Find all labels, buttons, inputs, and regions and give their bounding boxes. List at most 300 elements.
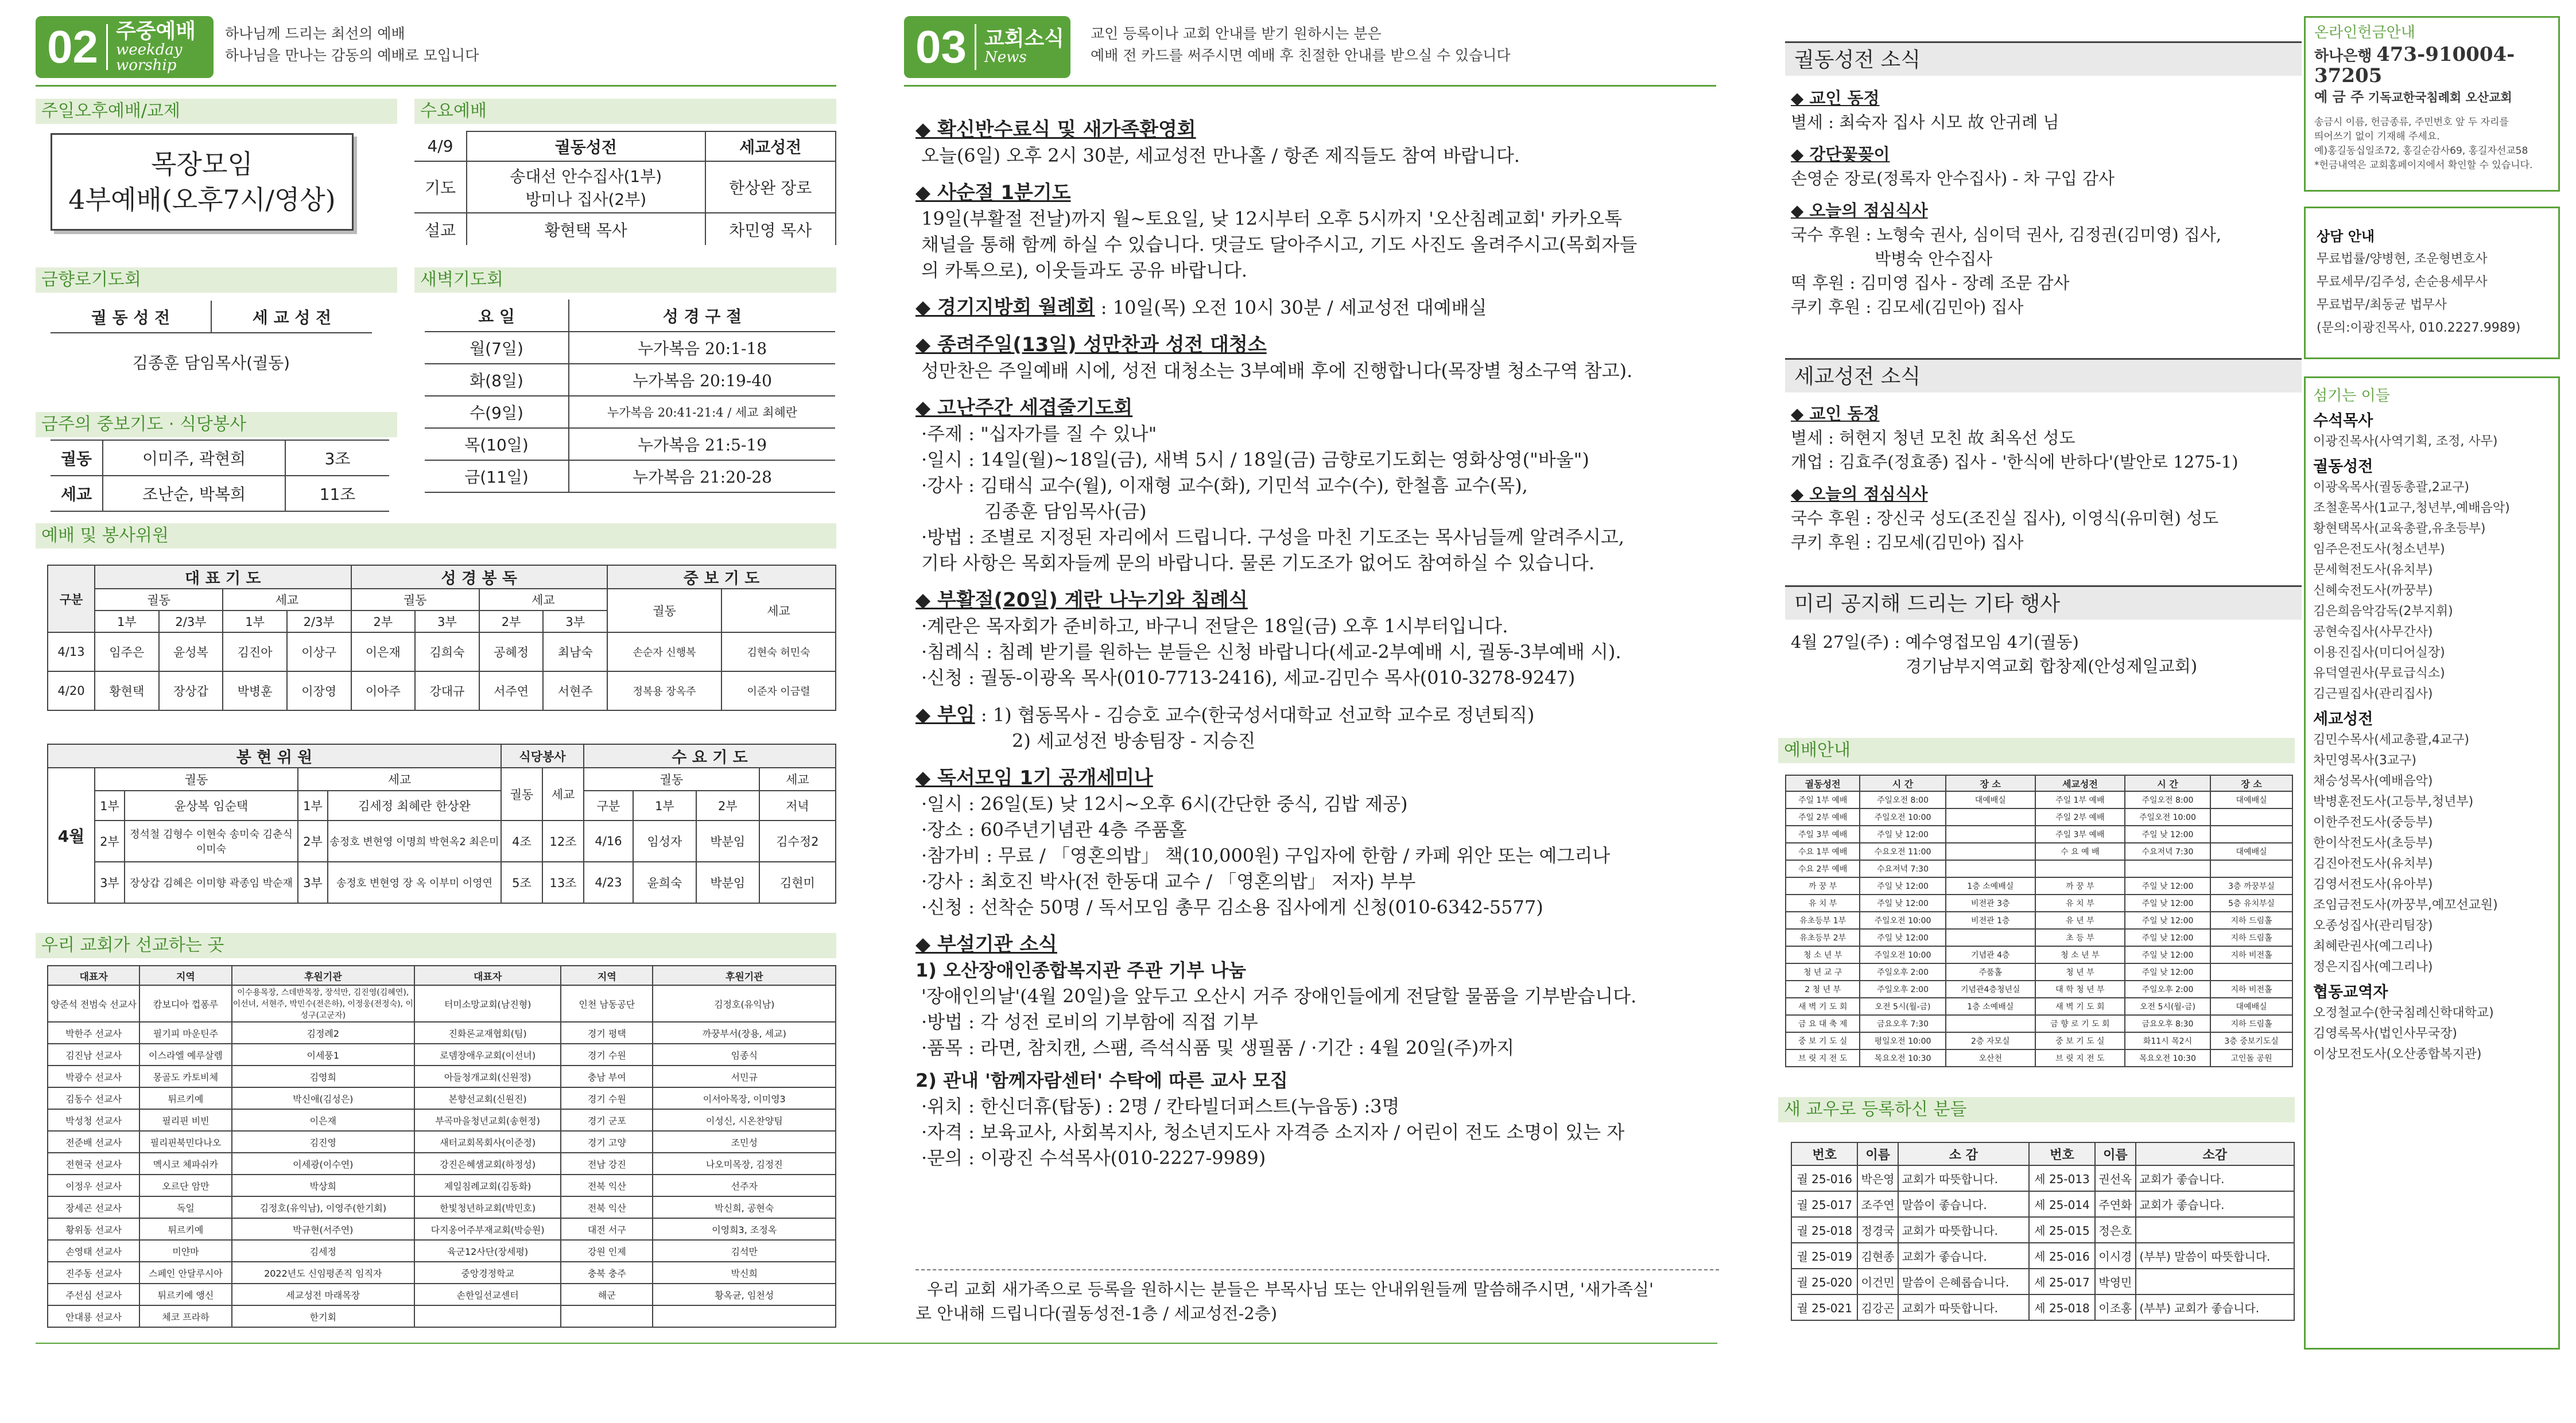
serve-head-b2: 2부 <box>479 611 544 632</box>
table-row <box>48 632 836 671</box>
serve-head-b3: 3부 <box>543 611 607 632</box>
table-row <box>48 1066 836 1087</box>
bottom-divider <box>36 1343 1717 1344</box>
worship-cell: 주일 3부 예배 <box>2035 826 2125 843</box>
news-body: ·방법 : 조별로 지정된 자리에서 드립니다. 구성을 마친 기도조는 목사님들께 알려주시고, <box>921 526 1624 548</box>
worship-head: 세교성전 <box>2035 775 2125 791</box>
new-member-cell: 궐 25-017 <box>1791 1191 1857 1217</box>
donation-note: 띄어쓰기 없이 기재해 주세요. <box>2314 131 2440 142</box>
news-body: 손영순 장로(정록자 안수집사) - 차 구입 감사 <box>1791 169 2115 188</box>
dawn-day: 목(10일) <box>425 428 569 460</box>
news-heading: ◆ 부활절(20일) 계란 나누기와 침례식 <box>915 589 1248 612</box>
news-body: ·일시 : 14일(월)~18일(금), 새벽 5시 / 18일(금) 금향로기도회는 영화상영("바울") <box>921 449 1589 471</box>
news-body: 별세 : 허현지 청년 모친 故 최옥선 성도 <box>1791 428 2075 448</box>
worship-cell: 새 벽 기 도 회 <box>2035 998 2125 1015</box>
serve-name: 이아주 <box>351 671 416 710</box>
news-subheading: 1) 오산장애인종합복지관 주관 기부 나눔 <box>915 959 1247 981</box>
worship-cell: 금 요 대 축 제 <box>1786 1015 1860 1032</box>
new-member-cell: 교회가 좋습니다. <box>2136 1165 2294 1191</box>
vol-head-kit-gd: 궐동 <box>501 768 542 821</box>
table-row <box>1786 860 2292 877</box>
worship-cell: 대 학 청 년 부 <box>2035 981 2125 998</box>
worship-cell: 수 요 예 배 <box>2035 843 2125 860</box>
table-row <box>48 1087 836 1109</box>
missions-head: 후원기관 <box>232 966 414 985</box>
worship-cell: 유 년 부 <box>2035 912 2125 929</box>
news-body: 성만찬은 주일예배 시에, 성전 대청소는 3부예배 후에 진행합니다(목장별 청소구역 참고). <box>921 360 1633 382</box>
section-02-header <box>36 16 214 78</box>
gwoldong-news <box>1791 86 2296 319</box>
table-header <box>1791 1142 2294 1165</box>
staff-item: 오종성집사(관리팀장) <box>2313 919 2433 933</box>
missions-cell: 박신희, 공현숙 <box>653 1196 836 1218</box>
fri-col-1: 궐 동 성 전 <box>51 301 211 333</box>
worship-cell: 중 보 기 도 실 <box>2035 1032 2125 1049</box>
worship-head: 장 소 <box>2210 775 2292 791</box>
missions-table <box>47 965 836 1328</box>
new-member-cell: 박은영 <box>1857 1165 1898 1191</box>
wed-prayer-1: 송대선 안수집사(1부) <box>510 167 662 186</box>
new-members-head: 번호 <box>1791 1142 1857 1165</box>
table-row <box>1791 1294 2294 1320</box>
worship-cell: 유초등부 1부 <box>1786 912 1860 929</box>
table-row <box>48 671 836 710</box>
news-subheading: 2) 관내 '함께자람센터' 수탁에 따른 교사 모집 <box>915 1070 1288 1091</box>
serve-name: 이준자 이금렬 <box>721 671 836 710</box>
donation-note: *헌금내역은 교회홈페이지에서 확인할 수 있습니다. <box>2314 160 2533 171</box>
worship-cell: 대예배실 <box>1946 791 2035 808</box>
staff-item: 박병훈전도사(고등부,청년부) <box>2313 795 2474 809</box>
worship-cell: 수요저녁 7:30 <box>1860 860 1945 877</box>
worship-cell: 주일 낮 12:00 <box>1860 929 1945 946</box>
counsel-item: 무료세무/김주성, 손순용세무사 <box>2317 275 2488 289</box>
missions-cell: 해군 <box>561 1284 653 1305</box>
new-member-cell: 궐 25-020 <box>1791 1269 1857 1294</box>
vol-kit-sg: 12조 <box>542 821 584 862</box>
missions-cell: 부곡마을청년교회(송현정) <box>414 1109 561 1131</box>
worship-cell: 평일오전 10:00 <box>1860 1032 1945 1049</box>
vol-names: 윤상복 임순택 <box>125 791 298 821</box>
table-row <box>1786 998 2292 1015</box>
missions-cell: 임종식 <box>653 1044 836 1066</box>
worship-cell: 고인돌 공원 <box>2210 1049 2292 1067</box>
dawn-day: 화(8일) <box>425 364 569 396</box>
missions-cell: 김정호(유익남) <box>653 985 836 1022</box>
missions-cell: 필리핀 비빈 <box>139 1109 231 1131</box>
missions-cell: 이정우 선교사 <box>48 1175 139 1196</box>
worship-cell: 주일 낮 12:00 <box>2125 912 2210 929</box>
missions-cell: 김정호(유익남), 이영주(한기회) <box>232 1196 414 1218</box>
wed-prayer-2: 방미나 집사(2부) <box>525 190 647 209</box>
staff-item: 김영록목사(법인사무국장) <box>2313 1027 2457 1041</box>
missions-cell: 김세정 <box>232 1240 414 1262</box>
missions-cell: 본향선교회(신원진) <box>414 1087 561 1109</box>
worship-cell: 비전관 1층 <box>1946 912 2035 929</box>
donation-bank: 하나은행 <box>2314 48 2372 65</box>
news-body: ·강사 : 김태식 교수(월), 이재형 교수(화), 기민석 교수(수), 한철흠 교수(목), <box>921 475 1528 496</box>
worship-head: 시 간 <box>1860 775 1945 791</box>
vol-part: 3부 <box>95 862 125 903</box>
vol-part: 1부 <box>298 791 328 821</box>
section-number: 02 <box>36 24 108 70</box>
serve-head-b1: 1부 <box>95 611 159 632</box>
donation-note: 예)홍길동십일조72, 홍길순감사69, 홍길자선교58 <box>2314 145 2528 157</box>
missions-cell: 까꿍부서(장용, 세교) <box>653 1022 836 1044</box>
missions-cell: 박한주 선교사 <box>48 1022 139 1044</box>
worship-cell: 대예배실 <box>2210 843 2292 860</box>
donation-owner-label: 예 금 주 <box>2314 89 2364 105</box>
serve-head-b23: 2/3부 <box>159 611 223 632</box>
worship-cell: 주일 낮 12:00 <box>2125 946 2210 963</box>
missions-cell: 서민규 <box>653 1066 836 1087</box>
staff-item: 김민수목사(세교총괄,4교구) <box>2313 733 2469 747</box>
table-row <box>48 1284 836 1305</box>
sunday-worship-header: 주일오후예배/교제 <box>36 99 397 124</box>
missions-cell: 황옥균, 임천성 <box>653 1284 836 1305</box>
new-member-cell: 교회가 따뜻합니다. <box>1898 1165 2029 1191</box>
worship-cell: 주일 낮 12:00 <box>2125 826 2210 843</box>
worship-cell: 지하 비전홀 <box>2210 981 2292 998</box>
sekyo-news-header: 세교성전 소식 <box>1785 358 2302 392</box>
new-member-cell: 조주연 <box>1857 1191 1898 1217</box>
missions-cell: 체코 프라하 <box>139 1305 231 1327</box>
worship-cell: 기념관 4층 <box>1946 946 2035 963</box>
table-row <box>48 1044 836 1066</box>
news-body: ·품목 : 라면, 참치캔, 스팸, 즉석식품 및 생필품 / ·기간 : 4월 20일(주)까지 <box>921 1037 1515 1059</box>
missions-cell: 박광수 선교사 <box>48 1066 139 1087</box>
table-row <box>48 1305 836 1327</box>
new-member-cell: 김현종 <box>1857 1243 1898 1269</box>
news-body: 오늘(6일) 오후 2시 30분, 세교성전 만나홀 / 항존 제직들도 참여 바랍니다. <box>921 145 1520 166</box>
dawn-verse: 누가복음 21:20-28 <box>569 460 835 492</box>
missions-cell: 몽골도 카토비체 <box>139 1066 231 1087</box>
serve-name: 황현택 <box>95 671 159 710</box>
serve-committee-header: 예배 및 봉사위원 <box>36 523 836 549</box>
pray-site: 궐동 <box>51 440 103 476</box>
missions-head: 후원기관 <box>653 966 836 985</box>
missions-cell: 이세광(이수연) <box>232 1153 414 1175</box>
missions-cell: 김석만 <box>653 1240 836 1262</box>
missions-head: 지역 <box>139 966 231 985</box>
worship-cell <box>2035 860 2125 877</box>
wed-sermon-gd: 황현택 목사 <box>467 213 705 245</box>
new-member-cell: 세 25-017 <box>2029 1269 2095 1294</box>
missions-head: 대표자 <box>414 966 561 985</box>
news-body: '장애인의날'(4월 20일)을 앞두고 오산시 거주 장애인들에게 전달할 물품을 기부받습니다. <box>921 985 1637 1007</box>
section-subtitle <box>1091 23 1511 67</box>
news-heading: ◆ 부임 <box>915 703 975 726</box>
worship-cell <box>1946 860 2035 877</box>
missions-cell: 전남 강진 <box>561 1153 653 1175</box>
staff-item: 정은지집사(예그리나) <box>2313 960 2433 974</box>
missions-cell: 박규현(서주연) <box>232 1218 414 1240</box>
worship-cell: 유초등부 2부 <box>1786 929 1860 946</box>
sunday-line-2: 4부예배(오후7시/영상) <box>68 184 336 215</box>
staff-item: 김진아전도사(유치부) <box>2313 857 2433 871</box>
new-member-cell: (부부) 교회가 좋습니다. <box>2136 1294 2294 1320</box>
worship-head: 장 소 <box>1946 775 2035 791</box>
worship-cell <box>1946 826 2035 843</box>
worship-cell: 주일오전 10:00 <box>1860 912 1945 929</box>
wed-sermon-sg: 차민영 목사 <box>705 213 836 245</box>
missions-cell: 주선심 선교사 <box>48 1284 139 1305</box>
vol-part: 1부 <box>95 791 125 821</box>
worship-cell: 금요오후 7:30 <box>1860 1015 1945 1032</box>
worship-cell: 까 꿍 부 <box>2035 877 2125 895</box>
section-title-en: News <box>984 49 1027 67</box>
table-header <box>1786 775 2292 791</box>
worship-cell: 대예배실 <box>2210 998 2292 1015</box>
missions-cell: 강원 인제 <box>561 1240 653 1262</box>
missions-cell: 전현국 선교사 <box>48 1153 139 1175</box>
new-member-cell: 교회가 따뜻합니다. <box>1898 1217 2029 1243</box>
serve-name: 공혜정 <box>479 632 544 671</box>
table-row <box>48 1218 836 1240</box>
serve-name: 이은재 <box>351 632 416 671</box>
news-body: 2) 세교성전 방송팀장 - 지승진 <box>1012 730 1256 752</box>
pray-group: 3조 <box>285 440 389 476</box>
serve-head-bible: 성 경 봉 독 <box>351 565 608 589</box>
new-member-cell: 말씀이 은혜롭습니다. <box>1898 1269 2029 1294</box>
missions-head: 지역 <box>561 966 653 985</box>
news-heading: ◆ 확신반수료식 및 새가족환영회 <box>915 118 1196 141</box>
worship-cell <box>2210 808 2292 826</box>
staff-item: 최혜란권사(예그리나) <box>2313 939 2433 954</box>
worship-cell: 목요오전 10:30 <box>1860 1049 1945 1067</box>
vol-names: 김세정 최혜란 한상완 <box>328 791 501 821</box>
events-header: 미리 공지해 드리는 기타 행사 <box>1785 585 2302 620</box>
missions-cell: 강진은혜샘교회(하정성) <box>414 1153 561 1175</box>
worship-head: 시 간 <box>2125 775 2210 791</box>
new-member-cell: 궐 25-021 <box>1791 1294 1857 1320</box>
table-row <box>1786 791 2292 808</box>
table-row <box>48 1240 836 1262</box>
new-members-head: 이름 <box>1857 1142 1898 1165</box>
staff-item: 이광진목사(사역기획, 조정, 사무) <box>2313 434 2498 449</box>
table-row <box>48 1175 836 1196</box>
table-row <box>1786 843 2292 860</box>
worship-cell: 주일 2부 예배 <box>1786 808 1860 826</box>
news-body: 떡 후원 : 김미영 집사 - 장례 조문 감사 <box>1791 273 2070 293</box>
vol-names: 장상갑 김혜은 이미향 곽종임 박순재 <box>125 862 298 903</box>
pray-names: 조난순, 박복희 <box>103 476 285 511</box>
serve-name: 장상갑 <box>159 671 223 710</box>
worship-cell: 1층 소예배실 <box>1946 998 2035 1015</box>
table-row <box>1791 1191 2294 1217</box>
new-member-cell: 권선옥 <box>2095 1165 2135 1191</box>
worship-cell: 주일오전 8:00 <box>1860 791 1945 808</box>
vol-head-b1: 1부 <box>633 791 696 821</box>
worship-cell: 5층 유치부실 <box>2210 895 2292 912</box>
worship-cell: 2 청 년 부 <box>1786 981 1860 998</box>
news-body: ·문의 : 이광진 수석목사(010-2227-9989) <box>921 1147 1266 1169</box>
pray-names: 이미주, 곽현희 <box>103 440 285 476</box>
new-member-cell: 김강곤 <box>1857 1294 1898 1320</box>
missions-cell: 김영희 <box>232 1066 414 1087</box>
worship-cell: 주일 2부 예배 <box>2035 808 2125 826</box>
missions-cell: 이은재 <box>232 1109 414 1131</box>
new-member-cell: 정은호 <box>2095 1217 2135 1243</box>
missions-cell: 김동수 선교사 <box>48 1087 139 1109</box>
vol-kit-gd: 4조 <box>501 821 542 862</box>
table-row <box>1786 877 2292 895</box>
news-heading: ◆ 교인 동정 <box>1791 88 1880 108</box>
vol-part: 2부 <box>95 821 125 862</box>
news-body: 기타 사항은 목회자들께 문의 바랍니다. 물론 기도조가 없어도 참여하실 수 있습니다. <box>921 552 1595 574</box>
fri-col-2: 세 교 성 전 <box>211 301 372 333</box>
section-subtitle <box>225 23 479 67</box>
table-row <box>425 460 835 492</box>
table-row <box>48 1196 836 1218</box>
news-body: 채널을 통해 함께 하실 수 있습니다. 댓글도 달아주시고, 기도 사진도 올려주시고(목회자들 <box>921 234 1638 255</box>
serve-name: 김진아 <box>223 632 287 671</box>
new-member-cell: (부부) 말씀이 따뜻합니다. <box>2136 1243 2294 1269</box>
table-row <box>48 1262 836 1284</box>
missions-cell: 터미소망교회(남진형) <box>414 985 561 1022</box>
donation-note: 송금시 이름, 헌금종류, 주민번호 앞 두 자리를 <box>2314 116 2509 128</box>
table-row <box>48 985 836 1022</box>
worship-cell: 3층 까꿍부실 <box>2210 877 2292 895</box>
serve-head-b2: 2부 <box>351 611 416 632</box>
worship-cell: 주일 낮 12:00 <box>2125 877 2210 895</box>
staff-list <box>2313 386 2554 1065</box>
news-heading: ◆ 교인 동정 <box>1791 404 1880 423</box>
dawn-head-verse: 성 경 구 절 <box>569 300 835 332</box>
news-body: 김종훈 담임목사(금) <box>984 500 1147 522</box>
friday-prayer-header: 금향로기도회 <box>36 267 397 293</box>
new-member-cell: 세 25-013 <box>2029 1165 2095 1191</box>
divider <box>36 85 836 87</box>
news-body: ·주제 : "십자가를 질 수 있나" <box>921 423 1157 445</box>
worship-cell: 목요오전 10:30 <box>2125 1049 2210 1067</box>
missions-cell: 경기 평택 <box>561 1022 653 1044</box>
worship-cell: 유 치 부 <box>1786 895 1860 912</box>
serve-name: 김희숙 <box>415 632 479 671</box>
dawn-verse: 누가복음 21:5-19 <box>569 428 835 460</box>
worship-cell: 주일 낮 12:00 <box>1860 877 1945 895</box>
worship-cell: 청 년 부 <box>2035 963 2125 981</box>
news-body: 쿠키 후원 : 김모세(김민아) 집사 <box>1791 532 2024 552</box>
news-body: 국수 후원 : 노형숙 권사, 심이덕 권사, 김정권(김미영) 집사, <box>1791 225 2222 244</box>
missions-cell: 조민성 <box>653 1131 836 1153</box>
worship-cell: 까 꿍 부 <box>1786 877 1860 895</box>
donation-title: 온라인헌금안내 <box>2314 24 2415 41</box>
dawn-day: 수(9일) <box>425 396 569 428</box>
table-row <box>425 332 835 364</box>
fri-value: 김종훈 담임목사(궐동) <box>132 353 290 372</box>
table-row <box>51 440 389 476</box>
counsel-item: 무료법률/양병현, 조운형변호사 <box>2317 252 2488 266</box>
new-member-cell: 세 25-016 <box>2029 1243 2095 1269</box>
wed-row-label: 기도 <box>414 161 467 213</box>
worship-cell <box>2210 860 2292 877</box>
missions-cell: 이세풍1 <box>232 1044 414 1066</box>
missions-cell: 캄보디아 껍퐁루 <box>139 985 231 1022</box>
missions-cell: 경기 수원 <box>561 1087 653 1109</box>
serve-head-b23: 2/3부 <box>287 611 351 632</box>
missions-cell: 장세곤 선교사 <box>48 1196 139 1218</box>
staff-item: 공현숙집사(사무간사) <box>2313 625 2433 639</box>
worship-cell: 오전 5시(월-금) <box>2125 998 2210 1015</box>
new-member-cell: 궐 25-019 <box>1791 1243 1857 1269</box>
news-heading: ◆ 부설기관 소식 <box>915 933 1057 956</box>
worship-cell: 비전관 3층 <box>1946 895 2035 912</box>
new-member-cell: 이조홍 <box>2095 1294 2135 1320</box>
table-row <box>48 1022 836 1044</box>
worship-cell: 기념관4층청년실 <box>1946 981 2035 998</box>
staff-group-title: 협동교역자 <box>2313 983 2388 1001</box>
missions-cell: 멕시코 체파쉬카 <box>139 1153 231 1175</box>
staff-item: 한이삭전도사(초등부) <box>2313 836 2433 850</box>
divider <box>904 85 1716 87</box>
serve-name: 강대규 <box>415 671 479 710</box>
news-heading: ◆ 경기지방회 월례회 <box>915 296 1095 319</box>
new-member-cell: 세 25-018 <box>2029 1294 2095 1320</box>
missions-cell: 이영희3, 조정옥 <box>653 1218 836 1240</box>
news-heading: ◆ 고난주간 세겹줄기도회 <box>915 396 1133 419</box>
vol-kit-sg: 13조 <box>542 862 584 903</box>
missions-cell: 손한일선교센터 <box>414 1284 561 1305</box>
dawn-day: 월(7일) <box>425 332 569 364</box>
missions-cell: 나오미목장, 김정진 <box>653 1153 836 1175</box>
staff-item: 문세혁전도사(유치부) <box>2313 563 2433 577</box>
worship-cell: 초 등 부 <box>2035 929 2125 946</box>
serve-head-b1: 1부 <box>223 611 287 632</box>
table-row <box>425 396 835 428</box>
missions-cell: 경기 군포 <box>561 1109 653 1131</box>
table-row <box>1786 912 2292 929</box>
event-line: 4월 27일(주) : 예수영접모임 4기(궐동) <box>1791 632 2079 652</box>
worship-cell: 주일오전 10:00 <box>2125 808 2210 826</box>
worship-cell: 1층 소예배실 <box>1946 877 2035 895</box>
worship-cell: 유 치 부 <box>2035 895 2125 912</box>
worship-cell <box>2125 860 2210 877</box>
new-member-cell: 교회가 따뜻합니다. <box>1898 1294 2029 1320</box>
missions-cell: 튀르키예 <box>139 1087 231 1109</box>
vol-names: 송정호 변현영 이명희 박현옥2 최은미 <box>328 821 501 862</box>
worship-cell: 새 벽 기 도 회 <box>1786 998 1860 1015</box>
serve-name: 윤성복 <box>159 632 223 671</box>
news-body: ·신청 : 선착순 50명 / 독서모임 총무 김소용 집사에게 신청(010-6342-5577) <box>921 896 1543 918</box>
intercessory-header: 금주의 중보기도 · 식당봉사 <box>36 412 397 437</box>
worship-guide-header: 예배안내 <box>1778 738 2295 763</box>
new-member-cell: 박영민 <box>2095 1269 2135 1294</box>
worship-cell: 오산천 <box>1946 1049 2035 1067</box>
serve-name: 임주은 <box>95 632 159 671</box>
subtitle-line-1: 교인 등록이나 교회 안내를 받기 원하시는 분은 <box>1091 25 1382 42</box>
table-row <box>425 364 835 396</box>
dawn-day: 금(11일) <box>425 460 569 492</box>
news-body: 쿠키 후원 : 김모세(김민아) 집사 <box>1791 297 2024 317</box>
worship-cell: 주일 낮 12:00 <box>2125 895 2210 912</box>
missions-cell: 경기 고양 <box>561 1131 653 1153</box>
vol-head-gd: 궐동 <box>95 768 298 791</box>
vol-head: 봉 현 위 원 <box>48 744 501 768</box>
missions-cell: 아들청개교회(신원정) <box>414 1066 561 1087</box>
news-heading: ◆ 종려주일(13일) 성만찬과 성전 대청소 <box>915 333 1267 356</box>
new-member-cell: 이건민 <box>1857 1269 1898 1294</box>
table-row <box>1786 929 2292 946</box>
staff-item: 이광옥목사(궐동총괄,2교구) <box>2313 480 2469 495</box>
missions-cell: 로뎀장애우교회(이선녀) <box>414 1044 561 1066</box>
worship-cell <box>1946 929 2035 946</box>
missions-cell: 전준배 선교사 <box>48 1131 139 1153</box>
wed-row-label: 설교 <box>414 213 467 245</box>
missions-cell: 새터교회목회사(이준정) <box>414 1131 561 1153</box>
worship-cell: 청 소 년 부 <box>1786 946 1860 963</box>
table-row <box>1786 1032 2292 1049</box>
news-body: ·장소 : 60주년기념관 4층 주품홀 <box>921 819 1187 841</box>
